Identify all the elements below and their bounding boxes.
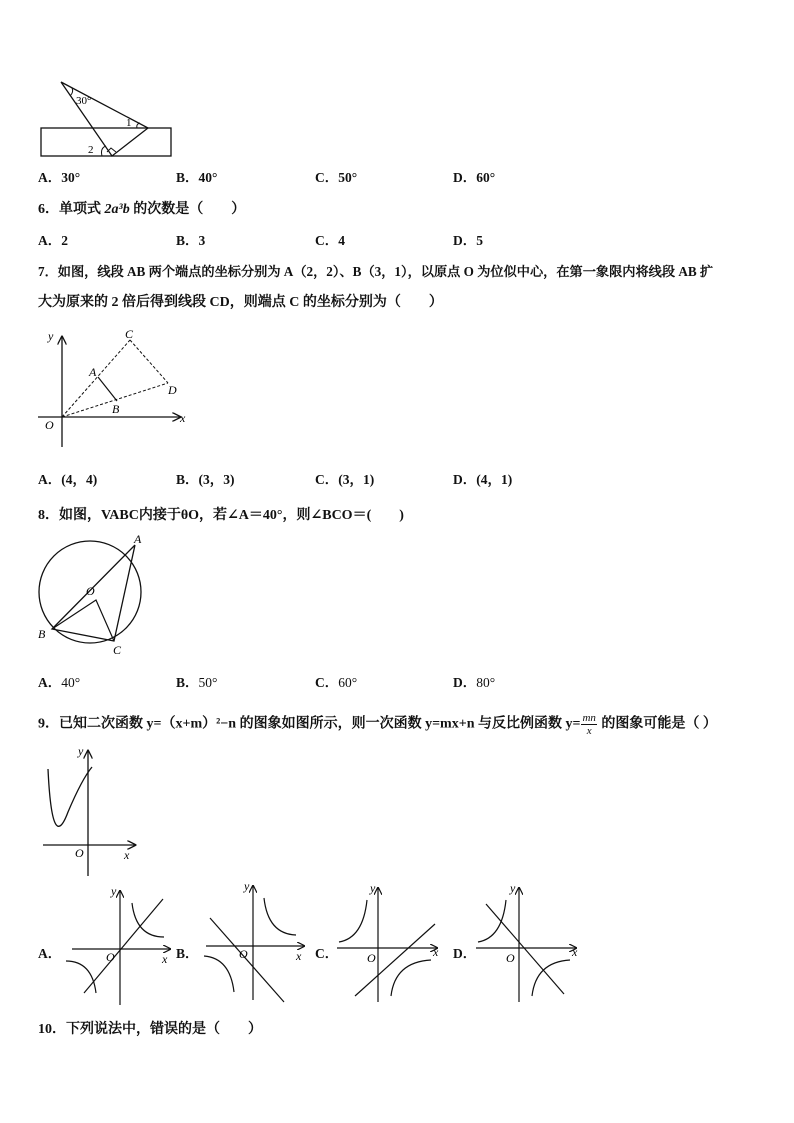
q7-option-d[interactable] [453, 468, 512, 488]
q5-option-b[interactable] [176, 166, 217, 186]
option-letter: A． [38, 675, 62, 690]
q9-choice-a-graph[interactable] [60, 885, 175, 1007]
q6-option-a[interactable] [38, 229, 68, 249]
option-letter: D． [453, 472, 477, 487]
origin-label: O [106, 950, 115, 964]
origin-label: O [75, 846, 84, 860]
q10-question: 10．下列说法中，错误的是（ ） [38, 1022, 262, 1037]
q5-option-c[interactable] [315, 166, 357, 186]
q6-option-c[interactable] [315, 229, 345, 249]
option-value: 5 [476, 233, 483, 248]
q9-choice-c-graph[interactable] [333, 882, 448, 1004]
triangle-set-square [61, 82, 148, 156]
point-label-a: A [89, 365, 97, 379]
angle-label-2: 2 [88, 144, 94, 156]
linear-line [84, 899, 163, 993]
segment-cd [130, 340, 168, 383]
angle-label-30: 30° [76, 95, 92, 107]
axis-label-x: x [433, 945, 439, 959]
option-value: (3，1) [338, 472, 375, 487]
option-value: (4，1) [476, 472, 513, 487]
point-label-o: O [86, 584, 95, 598]
q9-choice-b-letter[interactable]: B． [176, 946, 199, 961]
axis-label-x: x [296, 949, 302, 963]
q8-option-c[interactable] [315, 671, 357, 691]
q5-figure [36, 74, 181, 162]
q6-option-d[interactable] [453, 229, 483, 249]
q6-expression: 2a³b [104, 202, 130, 217]
q6-question [38, 198, 245, 218]
option-value: 4 [338, 233, 345, 248]
axis-label-x: x [162, 952, 168, 966]
q7-option-c[interactable] [315, 468, 374, 488]
option-letter: C． [315, 675, 339, 690]
q9-choice-d-letter[interactable]: D． [453, 946, 477, 961]
q8-figure [30, 530, 160, 660]
q5-option-a[interactable] [38, 166, 80, 186]
q7-option-a[interactable] [38, 468, 97, 488]
q9-choice-c-letter[interactable]: C． [315, 946, 339, 961]
option-letter: B． [176, 170, 199, 185]
point-label-c: C [125, 327, 134, 341]
option-value: (4，4) [61, 472, 98, 487]
q8-question: 8．如图，VABC内接于θO，若∠A＝40°，则∠BCO＝( ) [38, 508, 404, 523]
hyperbola-lower-branch [204, 956, 234, 992]
hyperbola-upper-branch [264, 898, 296, 935]
point-label-c: C [113, 643, 122, 657]
q8-option-a[interactable] [38, 671, 80, 691]
linear-line [486, 904, 564, 994]
point-label-b: B [38, 627, 46, 641]
option-letter: A． [38, 233, 62, 248]
option-value: 30° [61, 170, 81, 185]
hyperbola-lower-right-branch [532, 960, 570, 996]
axis-label-x: x [124, 848, 130, 862]
q7-figure [30, 325, 200, 455]
option-value: 60° [338, 675, 358, 690]
q9-question [38, 712, 717, 737]
parabola-curve [48, 767, 92, 826]
q7-option-b[interactable] [176, 468, 235, 488]
axis-label-y: y [370, 881, 376, 895]
option-value: (3，3) [198, 472, 235, 487]
origin-label: O [239, 947, 248, 961]
option-letter: D． [453, 675, 477, 690]
option-value: 50° [338, 170, 358, 185]
axis-label-y: y [510, 881, 516, 895]
q6-option-b[interactable] [176, 229, 205, 249]
option-letter: C． [315, 472, 339, 487]
option-letter: A． [38, 170, 62, 185]
hyperbola-lower-right-branch [391, 960, 431, 996]
axis-label-x: x [180, 411, 186, 425]
option-letter: C． [315, 233, 339, 248]
option-value: 60° [476, 170, 496, 185]
q6-text-pre: 6．单项式 [38, 202, 105, 217]
q8-option-d[interactable] [453, 671, 495, 691]
option-letter: B． [176, 675, 199, 690]
option-letter: D． [453, 233, 477, 248]
option-letter: B． [176, 472, 199, 487]
hyperbola-lower-branch [66, 961, 96, 993]
angle-arc-2 [102, 146, 107, 156]
point-label-a: A [134, 532, 142, 546]
q9-parabola-figure [40, 743, 150, 878]
q9-choice-a-letter[interactable]: A． [38, 946, 62, 961]
q9-fraction [581, 712, 596, 737]
option-letter: A． [38, 472, 62, 487]
option-letter: B． [176, 233, 199, 248]
option-value: 50° [198, 675, 218, 690]
q6-text-post: 的次数是（ ） [129, 202, 246, 217]
q9-text-pre: 9．已知二次函数 y=（x+m）²−n 的图象如图所示，则一次函数 y=mx+n 与反比例函数 y= [38, 716, 581, 732]
fraction-denominator: x [586, 725, 592, 737]
point-label-o: O [45, 418, 54, 432]
axis-label-y: y [78, 744, 84, 758]
q9-text-post: 的图象可能是（ ） [597, 716, 717, 732]
q9-choice-b-graph[interactable] [198, 880, 313, 1002]
option-letter: D． [453, 170, 477, 185]
q7-question-line2: 大为原来的 2 倍后得到线段 CD，则端点 C 的坐标分别为（ ） [38, 295, 443, 310]
segment-ab [98, 377, 117, 401]
q9-choice-d-graph[interactable] [472, 882, 587, 1004]
option-value: 3 [198, 233, 206, 248]
hyperbola-upper-left-branch [478, 900, 506, 942]
hyperbola-upper-branch [132, 903, 164, 937]
axis-label-y: y [111, 884, 117, 898]
origin-label: O [506, 951, 515, 965]
option-value: 40° [198, 170, 218, 185]
ruler-rect [41, 128, 171, 156]
angle-label-1: 1 [126, 117, 132, 129]
point-label-d: D [168, 383, 177, 397]
point-label-b: B [112, 402, 120, 416]
option-value: 80° [476, 675, 496, 690]
q7-question-line1: 7．如图，线段 AB 两个端点的坐标分别为 A（2，2）、B（3，1），以原点 O 为位似中心，在第一象限内将线段 AB 扩 [38, 264, 714, 279]
q5-option-d[interactable] [453, 166, 495, 186]
q8-option-b[interactable] [176, 671, 217, 691]
axis-label-x: x [572, 945, 578, 959]
option-letter: C． [315, 170, 339, 185]
origin-label: O [367, 951, 376, 965]
option-value: 40° [61, 675, 81, 690]
hyperbola-upper-left-branch [339, 900, 367, 942]
option-value: 2 [61, 233, 68, 248]
fraction-numerator: mn [582, 712, 596, 724]
axis-label-y: y [244, 879, 250, 893]
axis-label-y: y [48, 329, 54, 343]
